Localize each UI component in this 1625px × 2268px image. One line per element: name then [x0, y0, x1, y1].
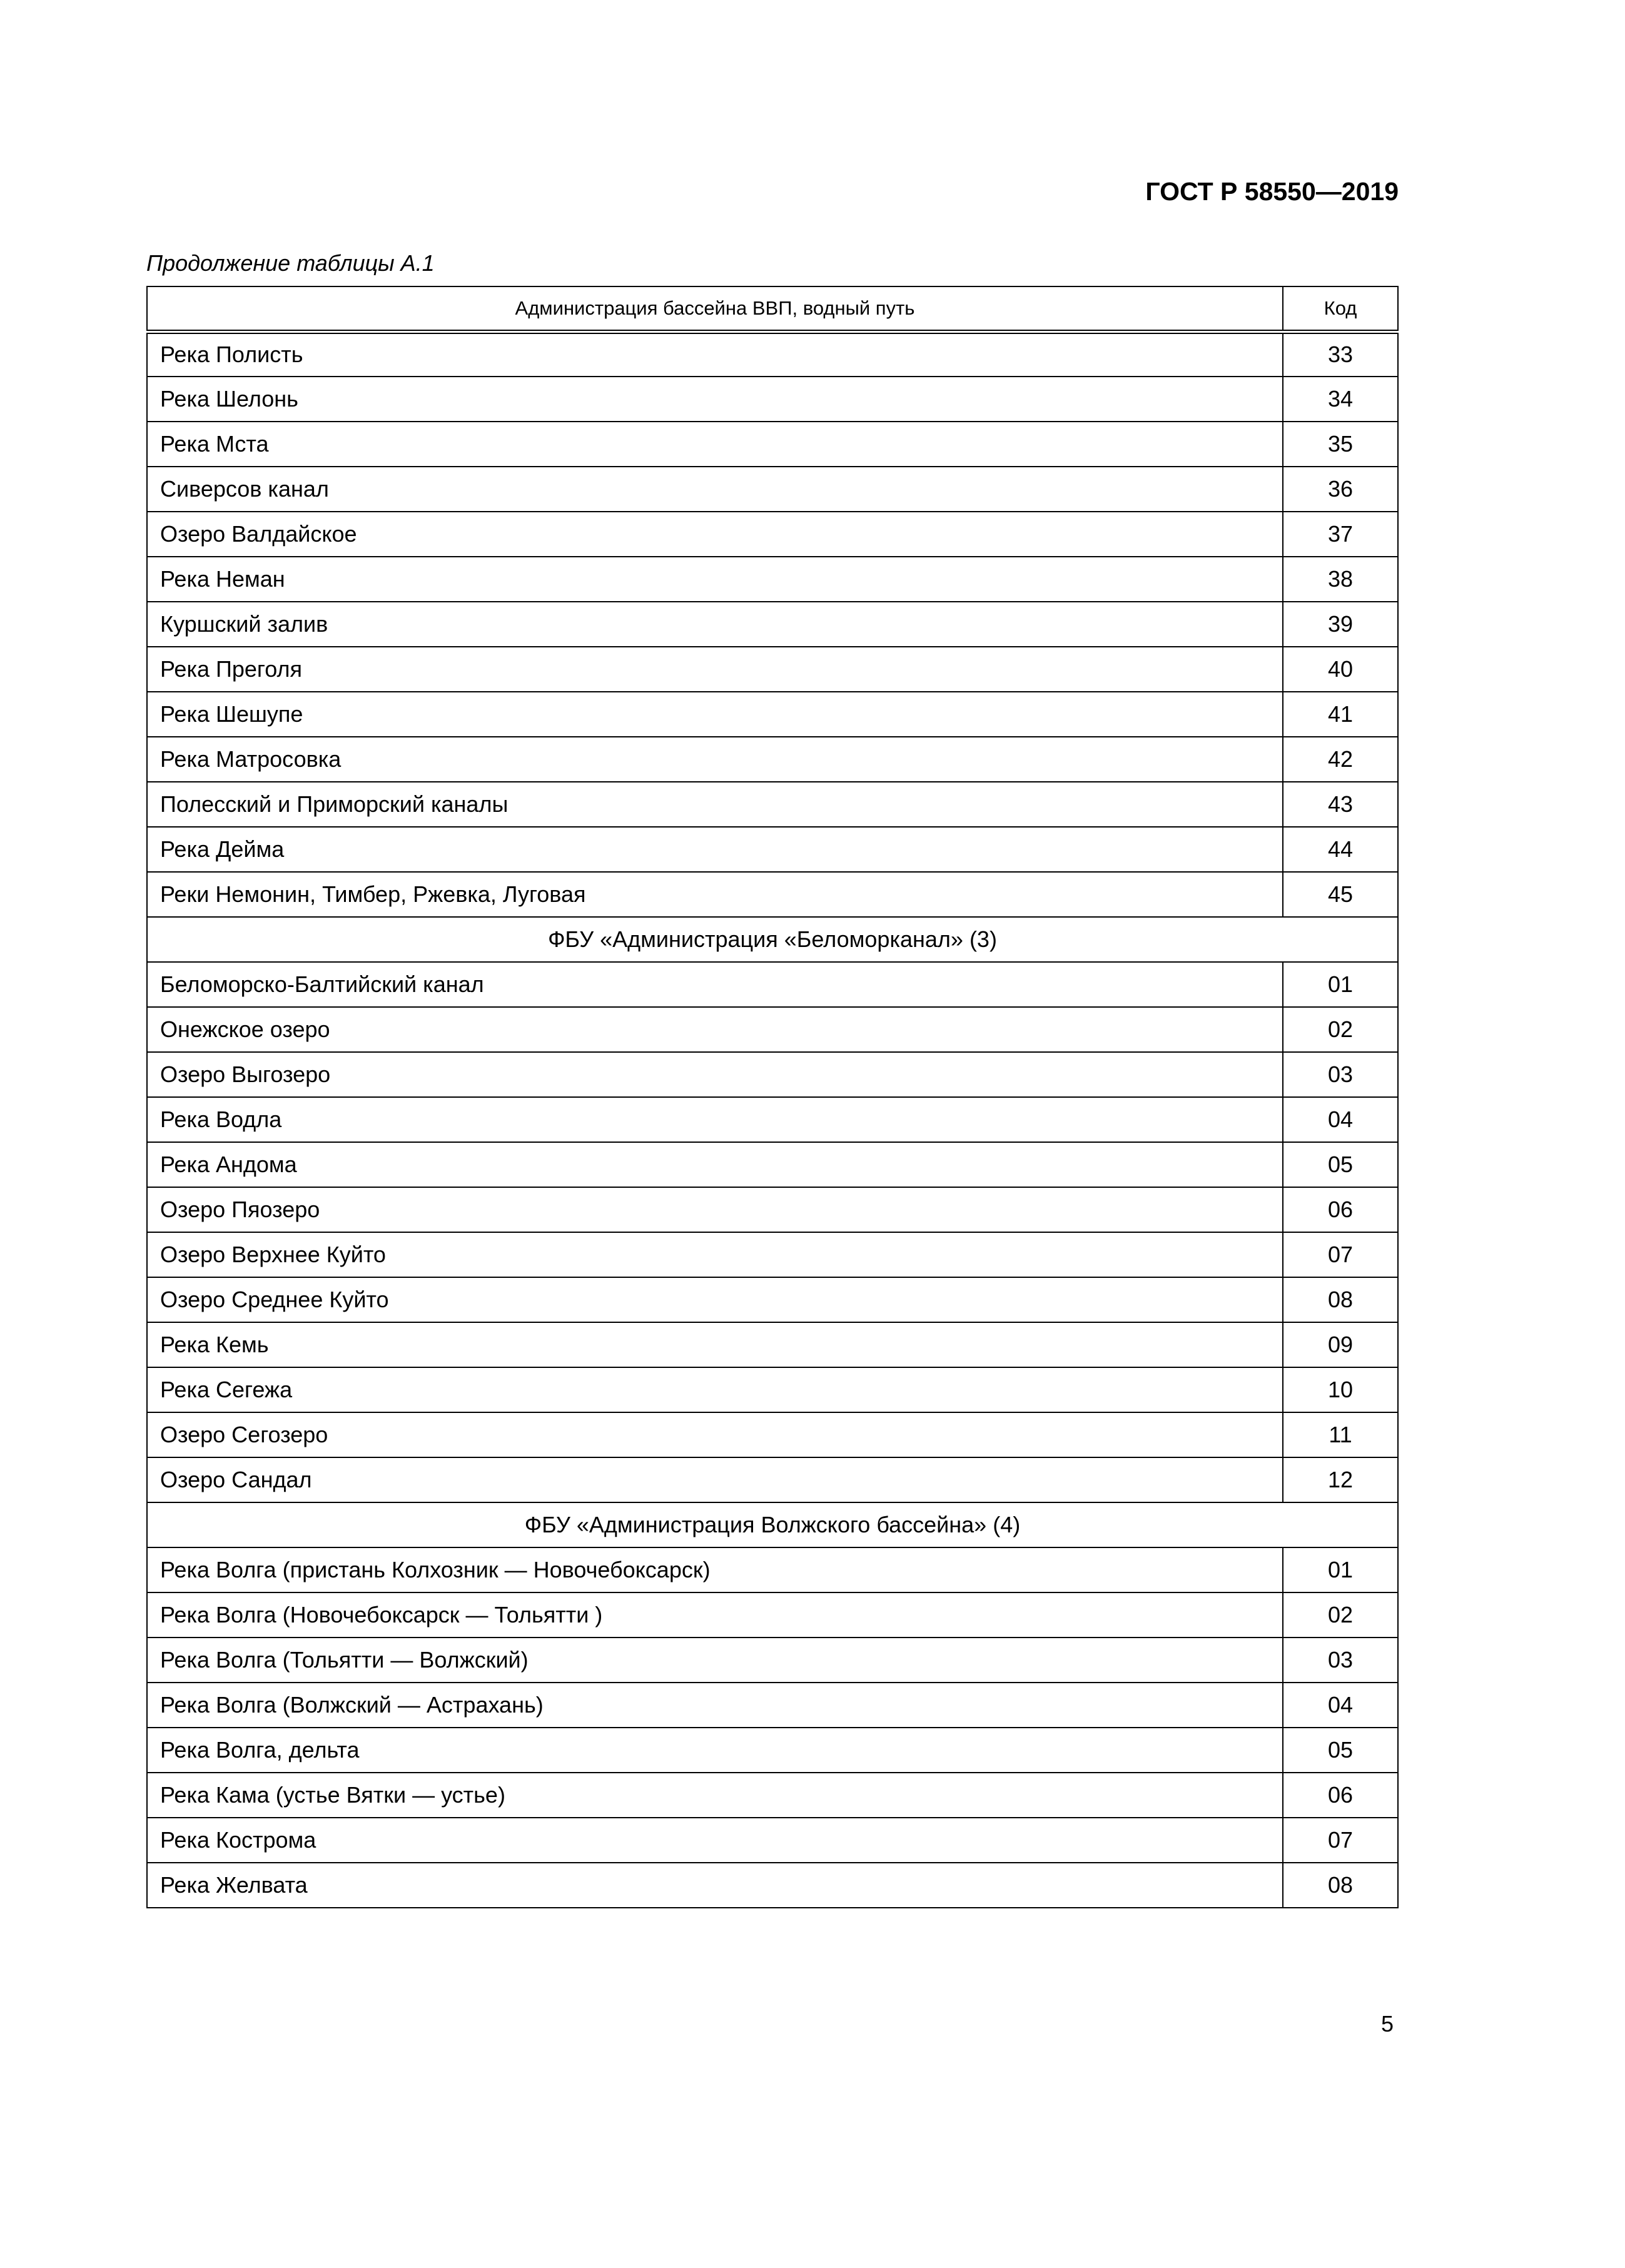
waterway-name: Беломорско-Балтийский канал [147, 962, 1283, 1007]
page-number: 5 [1380, 2011, 1394, 2037]
waterway-code: 03 [1283, 1638, 1398, 1683]
waterway-code: 06 [1283, 1773, 1398, 1818]
waterway-name: Озеро Среднее Куйто [147, 1277, 1283, 1322]
table-row [147, 782, 1398, 827]
waterway-name: Река Сегежа [147, 1367, 1283, 1412]
waterway-name: Онежское озеро [147, 1007, 1283, 1052]
waterway-name: Река Желвата [147, 1863, 1283, 1908]
table-row [147, 1547, 1398, 1592]
table-row [147, 512, 1398, 557]
waterway-name: Озеро Пяозеро [147, 1187, 1283, 1232]
column-header-code: Код [1283, 286, 1398, 332]
table-row [147, 1412, 1398, 1457]
waterway-code: 07 [1283, 1818, 1398, 1863]
table-row [147, 1052, 1398, 1097]
table-row [147, 962, 1398, 1007]
waterway-code: 06 [1283, 1187, 1398, 1232]
waterway-name: Река Преголя [147, 647, 1283, 692]
waterway-code: 38 [1283, 557, 1398, 602]
table-caption: Продолжение таблицы А.1 [146, 250, 435, 276]
waterway-name: Озеро Верхнее Куйто [147, 1232, 1283, 1277]
waterway-code: 45 [1283, 872, 1398, 917]
waterway-code: 05 [1283, 1728, 1398, 1773]
table-row [147, 1683, 1398, 1728]
standard-designation: ГОСТ Р 58550—2019 [1145, 177, 1399, 206]
table-row [147, 1728, 1398, 1773]
waterway-code: 04 [1283, 1683, 1398, 1728]
table-row [147, 647, 1398, 692]
waterway-name: Озеро Сегозеро [147, 1412, 1283, 1457]
waterway-name: Река Кама (устье Вятки — устье) [147, 1773, 1283, 1818]
waterway-code: 02 [1283, 1007, 1398, 1052]
waterway-name: Река Шелонь [147, 377, 1283, 422]
waterway-name: Река Волга (Тольятти — Волжский) [147, 1638, 1283, 1683]
waterway-code: 01 [1283, 1547, 1398, 1592]
waterway-code: 33 [1283, 332, 1398, 377]
waterway-code: 09 [1283, 1322, 1398, 1367]
table-row [147, 1277, 1398, 1322]
waterway-name: Река Андома [147, 1142, 1283, 1187]
waterway-name: Река Кострома [147, 1818, 1283, 1863]
waterway-name: Река Волга (Волжский — Астрахань) [147, 1683, 1283, 1728]
waterway-name: Река Матросовка [147, 737, 1283, 782]
table-row [147, 737, 1398, 782]
table-row [147, 1863, 1398, 1908]
table-row [147, 1322, 1398, 1367]
waterway-name: Река Волга (Новочебоксарск — Тольятти ) [147, 1592, 1283, 1638]
table-row [147, 872, 1398, 917]
waterway-code: 11 [1283, 1412, 1398, 1457]
table-row [147, 1773, 1398, 1818]
waterway-code: 35 [1283, 422, 1398, 467]
waterway-code: 05 [1283, 1142, 1398, 1187]
waterway-code: 40 [1283, 647, 1398, 692]
waterway-code: 07 [1283, 1232, 1398, 1277]
waterway-name: Озеро Сандал [147, 1457, 1283, 1502]
waterway-name: Озеро Выгозеро [147, 1052, 1283, 1097]
waterway-name: Река Волга (пристань Колхозник — Новочебоксарск) [147, 1547, 1283, 1592]
waterway-name: Сиверсов канал [147, 467, 1283, 512]
waterway-name: Река Дейма [147, 827, 1283, 872]
section-row [147, 917, 1398, 962]
waterway-code: 43 [1283, 782, 1398, 827]
waterway-code: 04 [1283, 1097, 1398, 1142]
table-row [147, 1097, 1398, 1142]
waterway-name: Река Кемь [147, 1322, 1283, 1367]
waterway-code: 37 [1283, 512, 1398, 557]
waterway-code: 08 [1283, 1863, 1398, 1908]
table-row [147, 377, 1398, 422]
table-row [147, 692, 1398, 737]
table-row [147, 332, 1398, 377]
table-row [147, 467, 1398, 512]
waterway-name: Озеро Валдайское [147, 512, 1283, 557]
table-row [147, 1592, 1398, 1638]
waterway-code: 01 [1283, 962, 1398, 1007]
waterway-name: Река Водла [147, 1097, 1283, 1142]
table-row [147, 602, 1398, 647]
waterway-name: Река Полисть [147, 332, 1283, 377]
waterway-code: 08 [1283, 1277, 1398, 1322]
table-row [147, 1187, 1398, 1232]
waterway-code: 42 [1283, 737, 1398, 782]
waterway-name: Река Волга, дельта [147, 1728, 1283, 1773]
table-row [147, 1818, 1398, 1863]
waterway-code: 10 [1283, 1367, 1398, 1412]
table-row [147, 1232, 1398, 1277]
waterway-code: 02 [1283, 1592, 1398, 1638]
waterway-name: Куршский залив [147, 602, 1283, 647]
waterway-name: Река Мста [147, 422, 1283, 467]
waterway-code: 34 [1283, 377, 1398, 422]
table-row [147, 1457, 1398, 1502]
waterway-code: 39 [1283, 602, 1398, 647]
column-header-waterway: Администрация бассейна ВВП, водный путь [147, 286, 1283, 332]
table-row [147, 827, 1398, 872]
waterway-code: 12 [1283, 1457, 1398, 1502]
table-row [147, 1367, 1398, 1412]
waterway-code: 41 [1283, 692, 1398, 737]
table-row [147, 1638, 1398, 1683]
table-row [147, 422, 1398, 467]
table-row [147, 557, 1398, 602]
waterway-name: Реки Немонин, Тимбер, Ржевка, Луговая [147, 872, 1283, 917]
waterway-name: Река Шешупе [147, 692, 1283, 737]
table-row [147, 1007, 1398, 1052]
section-row [147, 1502, 1398, 1547]
section-title: ФБУ «Администрация «Беломорканал» (3) [147, 917, 1398, 962]
table-header-row [147, 286, 1398, 332]
table-row [147, 1142, 1398, 1187]
waterway-name: Река Неман [147, 557, 1283, 602]
section-title: ФБУ «Администрация Волжского бассейна» (4) [147, 1502, 1398, 1547]
codes-table [146, 286, 1399, 1908]
waterway-code: 03 [1283, 1052, 1398, 1097]
waterway-code: 36 [1283, 467, 1398, 512]
waterway-code: 44 [1283, 827, 1398, 872]
waterway-name: Полесский и Приморский каналы [147, 782, 1283, 827]
